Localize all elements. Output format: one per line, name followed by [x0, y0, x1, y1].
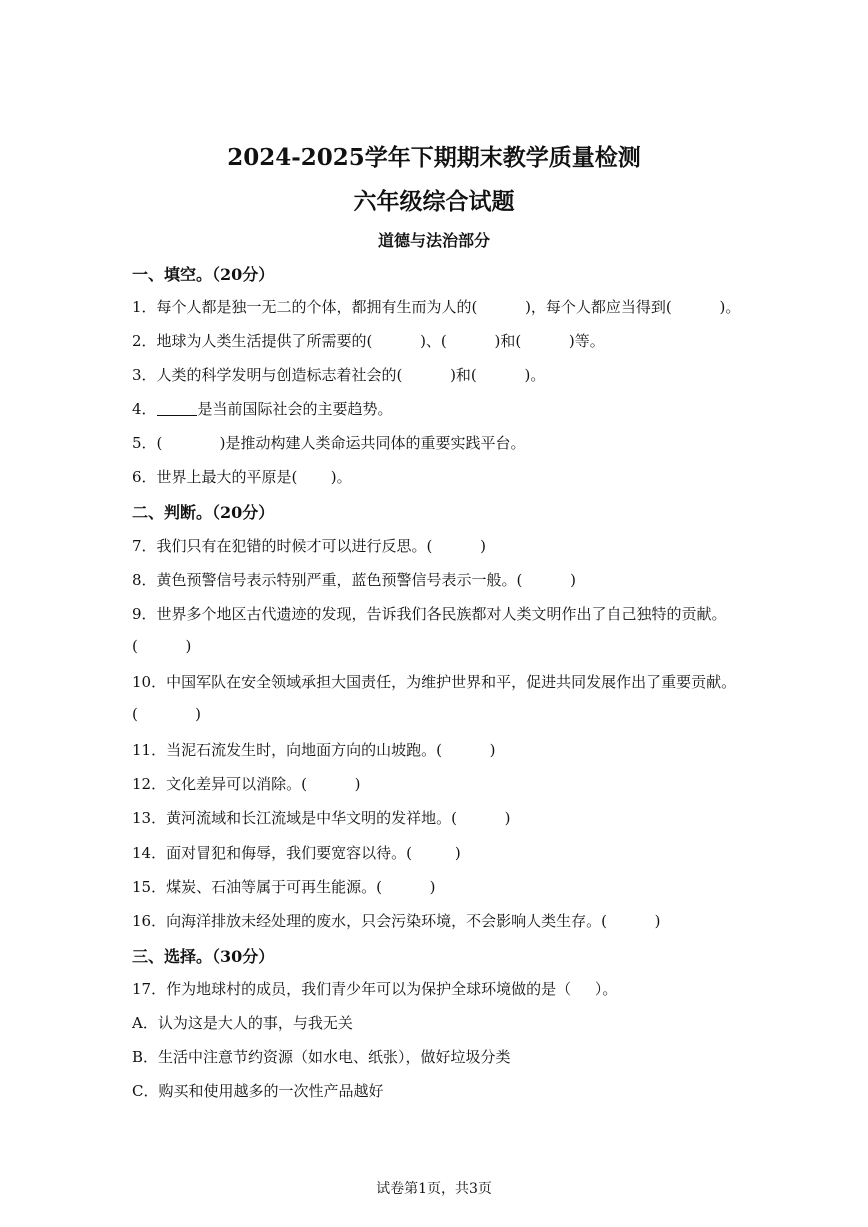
- question-17: 17．作为地球村的成员，我们青少年可以为保护全球环境做的是（ ）。: [132, 980, 618, 998]
- section-choice-heading: 三、选择。（30分）: [132, 947, 275, 966]
- question-10: 10．中国军队在安全领域承担大国责任，为维护世界和平，促进共同发展作出了重要贡献。: [132, 673, 737, 691]
- option-c: C．购买和使用越多的一次性产品越好: [132, 1082, 384, 1100]
- question-9-answer: ( ): [132, 637, 192, 655]
- answer-blank: [157, 401, 197, 416]
- question-14: 14．面对冒犯和侮辱，我们要宽容以待。( ): [132, 844, 461, 862]
- question-4-number: 4．: [132, 400, 157, 418]
- question-10-answer: ( ): [132, 705, 201, 723]
- question-4: [132, 398, 393, 419]
- question-9: 9．世界多个地区古代遗迹的发现，告诉我们各民族都对人类文明作出了自己独特的贡献。: [132, 605, 727, 623]
- question-1: 1．每个人都是独一无二的个体，都拥有生而为人的( )，每个人都应当得到( )。: [132, 298, 741, 316]
- question-11: 11．当泥石流发生时，向地面方向的山坡跑。( ): [132, 741, 496, 759]
- part-title: 道德与法治部分: [377, 231, 490, 250]
- question-3: 3．人类的科学发明与创造标志着社会的( )和( )。: [132, 366, 546, 384]
- question-2: 2．地球为人类生活提供了所需要的( )、( )和( )等。: [132, 332, 605, 350]
- option-b: B．生活中注意节约资源（如水电、纸张），做好垃圾分类: [132, 1048, 511, 1066]
- question-12: 12．文化差异可以消除。( ): [132, 775, 361, 793]
- question-7: 7．我们只有在犯错的时候才可以进行反思。( ): [132, 537, 486, 555]
- question-16: 16．向海洋排放未经处理的废水，只会污染环境，不会影响人类生存。( ): [132, 912, 661, 930]
- question-15: 15．煤炭、石油等属于可再生能源。( ): [132, 878, 436, 896]
- question-4-text: 是当前国际社会的主要趋势。: [197, 400, 393, 418]
- section-judge-heading: 二、判断。（20分）: [132, 503, 275, 522]
- exam-title: 2024-2025学年下期期末教学质量检测: [227, 144, 641, 171]
- page-footer: 试卷第1页，共3页: [376, 1181, 492, 1197]
- option-a: A．认为这是大人的事，与我无关: [132, 1014, 353, 1032]
- question-13: 13．黄河流域和长江流域是中华文明的发祥地。( ): [132, 809, 511, 827]
- question-8: 8．黄色预警信号表示特别严重，蓝色预警信号表示一般。( ): [132, 571, 576, 589]
- question-5: 5．( )是推动构建人类命运共同体的重要实践平台。: [132, 434, 526, 452]
- section-fill-heading: 一、填空。（20分）: [132, 265, 275, 284]
- question-6: 6．世界上最大的平原是( )。: [132, 468, 352, 486]
- exam-subtitle: 六年级综合试题: [353, 188, 515, 215]
